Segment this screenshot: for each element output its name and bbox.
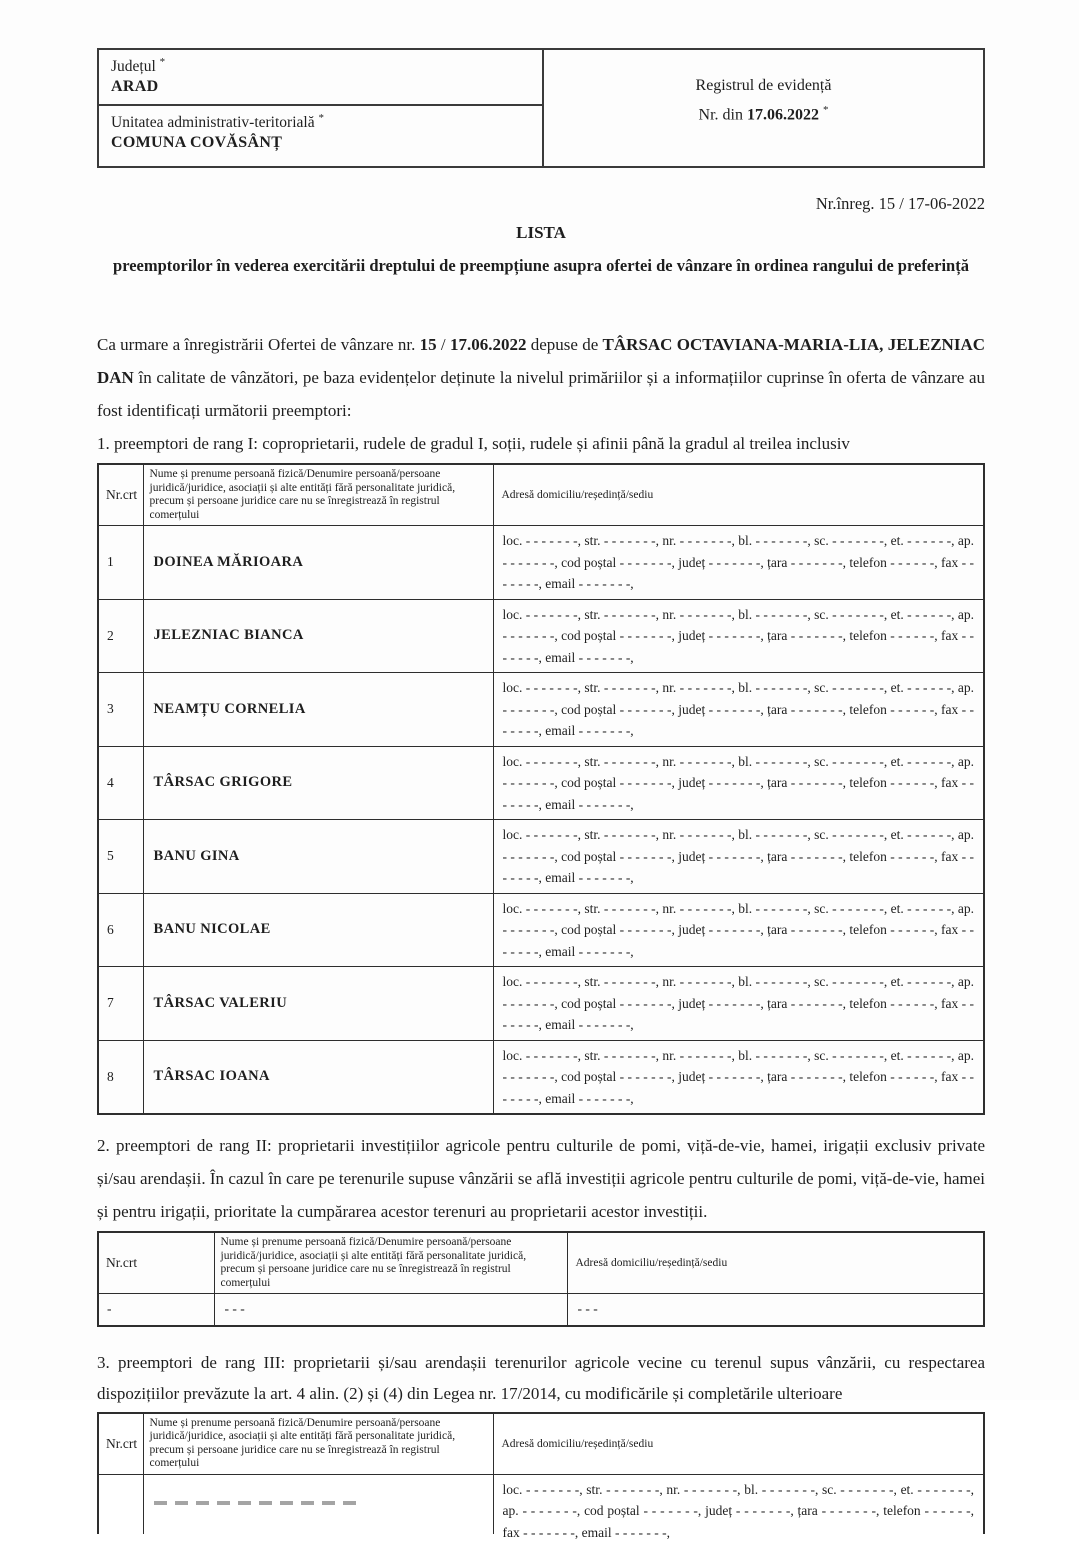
table-row (98, 820, 984, 894)
row-number: - (98, 1294, 214, 1326)
table-row (98, 1040, 984, 1114)
rang1-heading: 1. preemptori de rang I: coproprietarii, rudele de gradul I, soții, rudele și afinii până la gradul al treilea inclusiv (97, 434, 850, 453)
county-value: ARAD (111, 78, 159, 96)
county-label-text: Județul (111, 58, 156, 76)
table-row (98, 893, 984, 967)
row-number: 5 (98, 820, 143, 894)
page-title: LISTA (516, 223, 566, 242)
registry-number-date: 17.06.2022 (746, 106, 819, 124)
table-row (98, 967, 984, 1041)
preemptor-address: loc. - - - - - - -, str. - - - - - - -, nr. - - - - - - -, bl. - - - - - - -, sc. - - - - - - -, et. - - - - - -, ap. - - - - - - -, cod poștal - - - - - - -, județ - - - - - - -, țara - - - - - - -, telefon - - - - - -, fax - - - - - - -, email - - - - - - -, (493, 893, 984, 967)
sellers-names: TÂRSAC OCTAVIANA-MARIA-LIA, JELEZNIAC DAN (97, 335, 985, 387)
uat-cell (99, 104, 542, 160)
table-row (98, 746, 984, 820)
rang3-table (97, 1412, 985, 1540)
page-subtitle: preemptorilor în vederea exercitării dreptului de preempțiune asupra ofertei de vânzare în ordinea rangului de preferință (113, 256, 969, 275)
rang2-col-address-header: Adresă domiciliu/reședință/sediu (567, 1232, 984, 1294)
preemptor-address: loc. - - - - - - -, str. - - - - - - -, nr. - - - - - - -, bl. - - - - - - -, sc. - - - - - - -, et. - - - - - -, ap. - - - - - - -, cod poștal - - - - - - -, județ - - - - - - -, țara - - - - - - -, telefon - - - - - -, fax - - - - - - -, email - - - - - - -, (493, 967, 984, 1041)
preemptor-name: NEAMȚU CORNELIA (143, 673, 493, 747)
preemptor-address: loc. - - - - - - -, str. - - - - - - -, nr. - - - - - - -, bl. - - - - - - -, sc. - - - - - - -, et. - - - - - -, ap. - - - - - - -, cod poștal - - - - - - -, județ - - - - - - -, țara - - - - - - -, telefon - - - - - -, fax - - - - - - -, email - - - - - - -, (493, 746, 984, 820)
rang3-col-name-header: Nume și prenume persoană fizică/Denumire persoană/persoane juridică/juridice, asociații și alte entități fără personalitate juridică, precum și persoane juridice care nu se înregistrează în registrul comerțului (143, 1413, 493, 1475)
identification-box (97, 48, 985, 168)
page-content (97, 48, 985, 1540)
intro-text-3: în calitate de vânzători, pe baza evidențelor deținute la nivelul primăriilor și a informațiilor cuprinse în oferta de vânzare au fost identificați următorii preemptori: (97, 368, 985, 420)
rang1-table (97, 463, 985, 1115)
clipped-name-fragment (154, 1501, 364, 1505)
uat-label-text: Unitatea administrativ-teritorială (111, 114, 315, 132)
uat-label (111, 112, 530, 132)
rang2-table (97, 1231, 985, 1327)
registry-number-line (699, 104, 829, 124)
preemptor-address (493, 1474, 984, 1540)
registry-asterisk: * (822, 104, 829, 117)
identification-left-column (99, 50, 544, 166)
registry-number-prefix: Nr. din (698, 106, 747, 124)
preemptor-name: TÂRSAC GRIGORE (143, 746, 493, 820)
county-label (111, 56, 530, 76)
preemptor-address: loc. - - - - - - -, str. - - - - - - -, nr. - - - - - - -, bl. - - - - - - -, sc. - - - - - - -, et. - - - - - -, ap. - - - - - - -, cod poștal - - - - - - -, județ - - - - - - -, țara - - - - - - -, telefon - - - - - -, fax - - - - - - -, email - - - - - - -, (493, 526, 984, 600)
preemptor-address: loc. - - - - - - -, str. - - - - - - -, nr. - - - - - - -, bl. - - - - - - -, sc. - - - - - - -, et. - - - - - -, ap. - - - - - - -, cod poștal - - - - - - -, județ - - - - - - -, țara - - - - - - -, telefon - - - - - -, fax - - - - - - -, email - - - - - - -, (493, 1040, 984, 1114)
intro-separator: / (436, 335, 450, 354)
preemptor-address: - - - (567, 1294, 984, 1326)
clipped-address-text: loc. - - - - - - -, str. - - - - - - -, nr. - - - - - - -, bl. - - - - - - -, sc. - - - - - - -, et. - - - - - - -, ap. - - - - - - -, cod poștal - - - - - - -, județ - - - - - - -, țara - - - - - - -, telefon - - - - - -, fax - - - - - - -, email - - - - - - -, (502, 1481, 974, 1540)
rang1-col-address-header: Adresă domiciliu/reședință/sediu (493, 464, 984, 526)
offer-number: 15 (419, 335, 437, 354)
row-number: 1 (98, 526, 143, 600)
rang3-heading: 3. preemptori de rang III: proprietarii și/sau arendașii terenurilor agricole vecine cu terenul supus vânzării, cu respectarea dispozițiilor prevăzute la art. 4 alin. (2) și (4) din Legea nr. 17/2014, cu modificările și completările ulterioare (97, 1352, 985, 1403)
row-number (98, 1474, 143, 1534)
registry-cell (544, 50, 983, 166)
table-row-clipped (98, 1474, 984, 1534)
rang3-col-address-header: Adresă domiciliu/reședință/sediu (493, 1413, 984, 1475)
county-asterisk: * (159, 56, 166, 68)
preemptor-name (143, 1474, 493, 1534)
row-number: 8 (98, 1040, 143, 1114)
table-row (98, 526, 984, 600)
rang2-heading: 2. preemptori de rang II: proprietarii investițiilor agricole pentru culturile de pomi, viță-de-vie, hamei, irigații exclusiv private și/sau arendașii. În cazul în care pe terenurile supuse vânzării se află investiții agricole pentru culturile de pomi, viță-de-vie, hamei și pentru irigații, prioritate la cumpărarea acestor terenuri au proprietarii acestor investiții. (97, 1136, 985, 1221)
rang2-header-row (98, 1232, 984, 1294)
preemptor-name: - - - (214, 1294, 567, 1326)
registration-number-line: Nr.înreg. 15 / 17-06-2022 (815, 194, 985, 213)
row-number: 4 (98, 746, 143, 820)
uat-value: COMUNA COVĂSÂNȚ (111, 134, 283, 152)
offer-date: 17.06.2022 (449, 335, 527, 354)
preemptor-name: BANU GINA (143, 820, 493, 894)
table-row (98, 599, 984, 673)
rang1-col-nr-header: Nr.crt (98, 464, 143, 526)
preemptor-address: loc. - - - - - - -, str. - - - - - - -, nr. - - - - - - -, bl. - - - - - - -, sc. - - - - - - -, et. - - - - - -, ap. - - - - - - -, cod poștal - - - - - - -, județ - - - - - - -, țara - - - - - - -, telefon - - - - - -, fax - - - - - - -, email - - - - - - -, (493, 820, 984, 894)
row-number: 2 (98, 599, 143, 673)
table-row (98, 673, 984, 747)
rang2-col-name-header: Nume și prenume persoană fizică/Denumire persoană/persoane juridică/juridice, asociații și alte entități fără personalitate juridică, precum și persoane juridice care nu se înregistrează în registrul comerțului (214, 1232, 567, 1294)
row-number: 6 (98, 893, 143, 967)
preemptor-name: TÂRSAC VALERIU (143, 967, 493, 1041)
preemptor-name: BANU NICOLAE (143, 893, 493, 967)
row-number: 3 (98, 673, 143, 747)
registry-title: Registrul de evidență (695, 77, 832, 95)
rang2-col-nr-header: Nr.crt (98, 1232, 214, 1294)
county-cell (99, 50, 542, 104)
intro-text-1: Ca urmare a înregistrării Ofertei de vânzare nr. (97, 335, 420, 354)
rang1-header-row (98, 464, 984, 526)
rang3-col-nr-header: Nr.crt (98, 1413, 143, 1475)
preemptor-name: TÂRSAC IOANA (143, 1040, 493, 1114)
intro-text-2: depuse de (526, 335, 603, 354)
row-number: 7 (98, 967, 143, 1041)
rang1-col-name-header: Nume și prenume persoană fizică/Denumire persoană/persoane juridică/juridice, asociații și alte entități fără personalitate juridică, precum și persoane juridice care nu se înregistrează în registrul comerțului (143, 464, 493, 526)
rang3-header-row (98, 1413, 984, 1475)
preemptor-name: JELEZNIAC BIANCA (143, 599, 493, 673)
preemptor-address: loc. - - - - - - -, str. - - - - - - -, nr. - - - - - - -, bl. - - - - - - -, sc. - - - - - - -, et. - - - - - -, ap. - - - - - - -, cod poștal - - - - - - -, județ - - - - - - -, țara - - - - - - -, telefon - - - - - -, fax - - - - - - -, email - - - - - - -, (493, 673, 984, 747)
uat-asterisk: * (318, 112, 324, 125)
preemptor-name: DOINEA MĂRIOARA (143, 526, 493, 600)
table-row (98, 1294, 984, 1326)
intro-paragraph (97, 328, 985, 427)
preemptor-address: loc. - - - - - - -, str. - - - - - - -, nr. - - - - - - -, bl. - - - - - - -, sc. - - - - - - -, et. - - - - - -, ap. - - - - - - -, cod poștal - - - - - - -, județ - - - - - - -, țara - - - - - - -, telefon - - - - - -, fax - - - - - - -, email - - - - - - -, (493, 599, 984, 673)
